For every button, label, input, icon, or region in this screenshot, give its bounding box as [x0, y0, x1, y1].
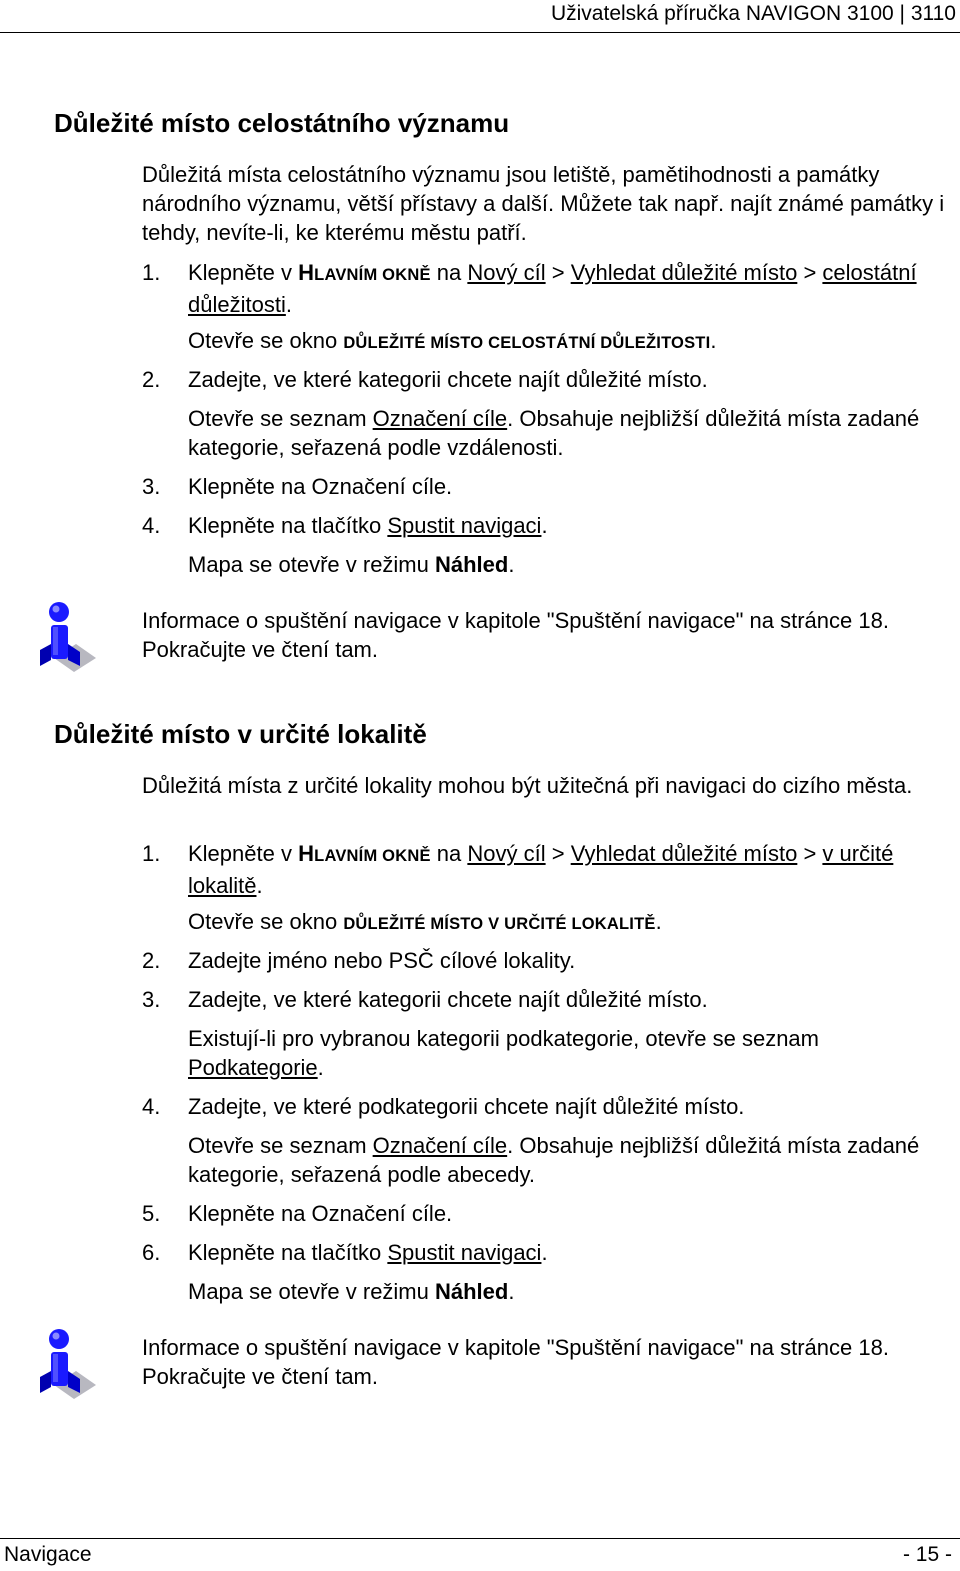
footer-section: Navigace — [4, 1543, 92, 1566]
step-text: Zadejte jméno nebo PSČ cílové lokality. — [188, 948, 576, 973]
step-text: Klepněte v HLAVNÍM OKNĚ na Nový cíl > Vyhledat důležité místo > v určité lokalitě. — [188, 841, 894, 898]
link-subcategory[interactable]: Podkategorie — [188, 1055, 318, 1080]
step-result: Otevře se seznam Označení cíle. Obsahuje nejbližší důležitá místa zadané kategorie, seřazená podle vzdálenosti. — [188, 406, 920, 460]
step-number: 2. — [142, 948, 161, 973]
link-start-navigation[interactable]: Spustit navigaci — [387, 513, 542, 538]
step-result: Otevře se seznam Označení cíle. Obsahuje nejbližší důležitá místa zadané kategorie, seřazená podle abecedy. — [188, 1133, 920, 1187]
info-person-icon — [34, 1327, 96, 1399]
link-new-target[interactable]: Nový cíl — [467, 260, 546, 285]
step-result: Mapa se otevře v režimu Náhled. — [188, 1279, 515, 1304]
link-search-poi[interactable]: Vyhledat důležité místo — [570, 841, 798, 866]
link-target-label[interactable]: Označení cíle — [372, 1133, 508, 1158]
info-note: Informace o spuštění navigace v kapitole "Spuštění navigace" na stránce 18. Pokračujte ve čtení tam. — [142, 1335, 889, 1389]
info-person-icon — [34, 600, 96, 672]
link-in-locality[interactable]: v určité lokalitě — [188, 841, 894, 898]
section-intro: Důležitá místa z určité lokality mohou být užitečná při navigaci do cizího města. — [142, 773, 913, 798]
step-number: 2. — [142, 367, 161, 392]
step-number: 4. — [142, 1094, 161, 1119]
step-result: Otevře se okno DŮLEŽITÉ MÍSTO V URČITÉ LOKALITĚ. — [188, 909, 662, 934]
step-text: Klepněte v HLAVNÍM OKNĚ na Nový cíl > Vyhledat důležité místo > celostátní důležitosti. — [188, 260, 917, 317]
step-text: Zadejte, ve které kategorii chcete najít důležité místo. — [188, 987, 708, 1012]
step-result: Otevře se okno DŮLEŽITÉ MÍSTO CELOSTÁTNÍ DŮLEŽITOSTI. — [188, 328, 717, 353]
section-heading-nationwide: Důležité místo celostátního významu — [54, 108, 510, 138]
step-text: Zadejte, ve které podkategorii chcete najít důležité místo. — [188, 1094, 745, 1119]
step-number: 3. — [142, 474, 161, 499]
section-intro: Důležitá místa celostátního významu jsou letiště, pamětihodnosti a památky národního významu, větší přístavy a další. Můžete tak např. najít známé památky i tehdy, nevíte-li, ke kterému městu patří. — [142, 162, 945, 245]
header-rule — [0, 32, 960, 33]
step-number: 3. — [142, 987, 161, 1012]
link-new-target[interactable]: Nový cíl — [467, 841, 546, 866]
step-number: 1. — [142, 260, 161, 285]
section-heading-locality: Důležité místo v určité lokalitě — [54, 719, 427, 749]
step-number: 5. — [142, 1201, 161, 1226]
footer-rule — [0, 1538, 960, 1539]
info-note: Informace o spuštění navigace v kapitole "Spuštění navigace" na stránce 18. Pokračujte ve čtení tam. — [142, 608, 889, 662]
link-nationwide[interactable]: celostátní důležitosti — [188, 260, 917, 317]
step-text: Klepněte na tlačítko Spustit navigaci. — [188, 513, 548, 538]
step-number: 1. — [142, 841, 161, 866]
page-number: - 15 - — [902, 1543, 952, 1566]
step-result: Existují-li pro vybranou kategorii podkategorie, otevře se seznam Podkategorie. — [188, 1026, 819, 1080]
step-text: Klepněte na tlačítko Spustit navigaci. — [188, 1240, 548, 1265]
step-text: Klepněte na Označení cíle. — [188, 474, 453, 499]
step-text: Klepněte na Označení cíle. — [188, 1201, 453, 1226]
link-search-poi[interactable]: Vyhledat důležité místo — [570, 260, 798, 285]
running-header: Uživatelská příručka NAVIGON 3100 | 3110 — [550, 2, 956, 25]
step-text: Zadejte, ve které kategorii chcete najít důležité místo. — [188, 367, 708, 392]
link-start-navigation[interactable]: Spustit navigaci — [387, 1240, 542, 1265]
step-number: 6. — [142, 1240, 161, 1265]
step-result: Mapa se otevře v režimu Náhled. — [188, 552, 515, 577]
step-number: 4. — [142, 513, 161, 538]
link-target-label[interactable]: Označení cíle — [372, 406, 508, 431]
